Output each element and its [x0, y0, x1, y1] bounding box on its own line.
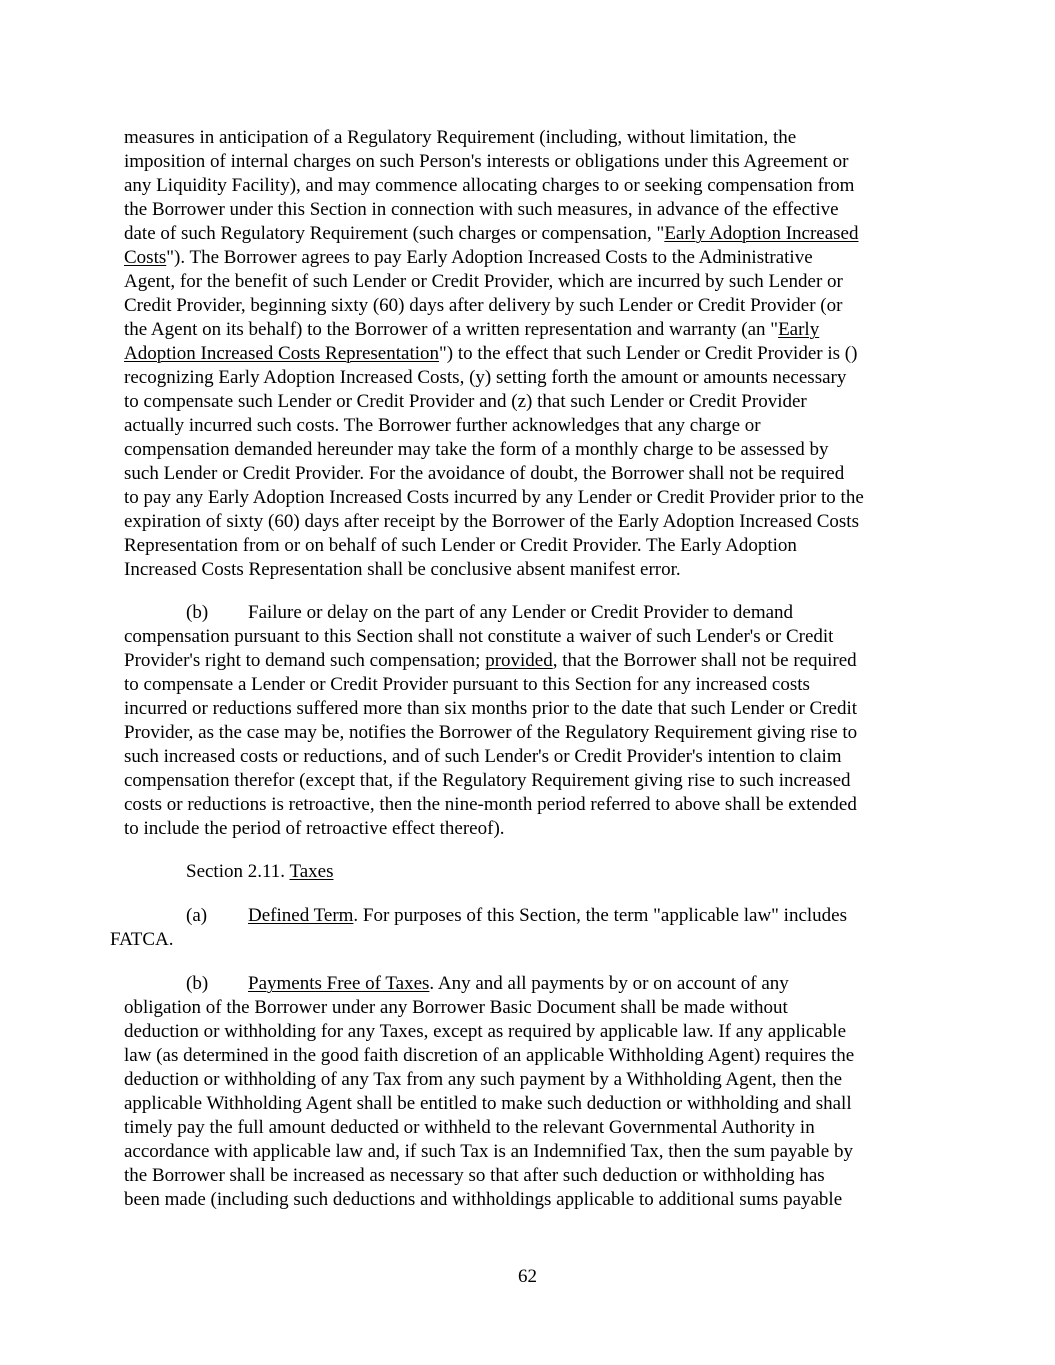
text-line: the Borrower under this Section in connection with such measures, in advance of the effective: [124, 199, 839, 220]
text-line: been made (including such deductions and withholdings applicable to additional sums payable: [124, 1189, 843, 1210]
section-title: Taxes: [289, 861, 334, 882]
clause-label: (a): [186, 905, 208, 926]
text-line: Provider, as the case may be, notifies the Borrower of the Regulatory Requirement giving rise to: [124, 722, 858, 743]
section-heading: [186, 860, 334, 884]
text-line: law (as determined in the good faith discretion of an applicable Withholding Agent) requires the: [124, 1045, 855, 1066]
text-line: [124, 342, 857, 366]
text-line: [248, 904, 847, 928]
defined-term: Adoption Increased Costs Representation: [124, 343, 440, 364]
clause-label: (b): [186, 973, 209, 994]
text-segment: "). The Borrower agrees to pay Early Adoption Increased Costs to the Administrative: [166, 247, 813, 268]
clause-heading: Payments Free of Taxes: [248, 973, 430, 994]
text-segment: . Any and all payments by or on account of any: [429, 973, 789, 994]
text-line: Increased Costs Representation shall be conclusive absent manifest error.: [124, 559, 681, 580]
text-line: [124, 222, 858, 246]
defined-term: provided: [485, 650, 553, 671]
text-line: deduction or withholding of any Tax from any such payment by a Withholding Agent, then the: [124, 1069, 843, 1090]
defined-term: Early: [778, 319, 820, 340]
text-line: to include the period of retroactive effect thereof).: [124, 818, 505, 839]
text-line: actually incurred such costs. The Borrower further acknowledges that any charge or: [124, 415, 761, 436]
section-number: Section 2.11.: [186, 861, 290, 882]
text-line: accordance with applicable law and, if such Tax is an Indemnified Tax, then the sum payable by: [124, 1141, 853, 1162]
text-line: expiration of sixty (60) days after receipt by the Borrower of the Early Adoption Increased Costs: [124, 511, 859, 532]
text-line: Agent, for the benefit of such Lender or Credit Provider, which are incurred by such Lender or: [124, 271, 843, 292]
page-number: 62: [518, 1266, 537, 1287]
text-segment: ") to the effect that such Lender or Credit Provider is (): [439, 343, 858, 364]
text-line: imposition of internal charges on such Person's interests or obligations under this Agreement or: [124, 151, 849, 172]
text-line: measures in anticipation of a Regulatory Requirement (including, without limitation, the: [124, 127, 797, 148]
text-segment: . For purposes of this Section, the term "applicable law" includes: [353, 905, 847, 926]
text-segment: , that the Borrower shall not be required: [552, 650, 857, 671]
text-line: [124, 649, 857, 673]
clause-label: (b): [186, 602, 209, 623]
defined-term: Early Adoption Increased: [664, 223, 859, 244]
text-line: costs or reductions is retroactive, then the nine-month period referred to above shall be extended: [124, 794, 857, 815]
text-line: Failure or delay on the part of any Lender or Credit Provider to demand: [248, 602, 794, 623]
text-line: compensation therefor (except that, if the Regulatory Requirement giving rise to such increased: [124, 770, 851, 791]
text-line: [124, 318, 819, 342]
text-line: Representation from or on behalf of such Lender or Credit Provider. The Early Adoption: [124, 535, 797, 556]
text-line: [124, 246, 813, 270]
text-line: to compensate a Lender or Credit Provider pursuant to this Section for any increased costs: [124, 674, 810, 695]
text-segment: the Agent on its behalf) to the Borrower of a written representation and warranty (an ": [124, 319, 779, 340]
text-line: [248, 972, 789, 996]
text-line: compensation demanded hereunder may take the form of a monthly charge to be assessed by: [124, 439, 829, 460]
text-line: to pay any Early Adoption Increased Costs incurred by any Lender or Credit Provider prior to the: [124, 487, 864, 508]
text-line: such Lender or Credit Provider. For the avoidance of doubt, the Borrower shall not be required: [124, 463, 845, 484]
text-line: Credit Provider, beginning sixty (60) days after delivery by such Lender or Credit Provider (or: [124, 295, 843, 316]
clause-heading: Defined Term: [248, 905, 354, 926]
text-line: recognizing Early Adoption Increased Costs, (y) setting forth the amount or amounts necessary: [124, 367, 847, 388]
defined-term: Costs: [124, 247, 167, 268]
text-line: to compensate such Lender or Credit Provider and (z) that such Lender or Credit Provider: [124, 391, 807, 412]
text-line: the Borrower shall be increased as necessary so that after such deduction or withholding has: [124, 1165, 825, 1186]
text-line: obligation of the Borrower under any Borrower Basic Document shall be made without: [124, 997, 788, 1018]
text-segment: date of such Regulatory Requirement (such charges or compensation, ": [124, 223, 665, 244]
text-line: timely pay the full amount deducted or withheld to the relevant Governmental Authority in: [124, 1117, 815, 1138]
text-line: applicable Withholding Agent shall be entitled to make such deduction or withholding and shall: [124, 1093, 852, 1114]
text-line: incurred or reductions suffered more than six months prior to the date that such Lender or Credit: [124, 698, 858, 719]
text-line: such increased costs or reductions, and of such Lender's or Credit Provider's intention to claim: [124, 746, 842, 767]
text-line: FATCA.: [110, 929, 174, 950]
text-line: deduction or withholding for any Taxes, except as required by applicable law. If any applicable: [124, 1021, 846, 1042]
text-line: compensation pursuant to this Section shall not constitute a waiver of such Lender's or Credit: [124, 626, 834, 647]
text-segment: Provider's right to demand such compensation;: [124, 650, 486, 671]
text-line: any Liquidity Facility), and may commence allocating charges to or seeking compensation from: [124, 175, 855, 196]
